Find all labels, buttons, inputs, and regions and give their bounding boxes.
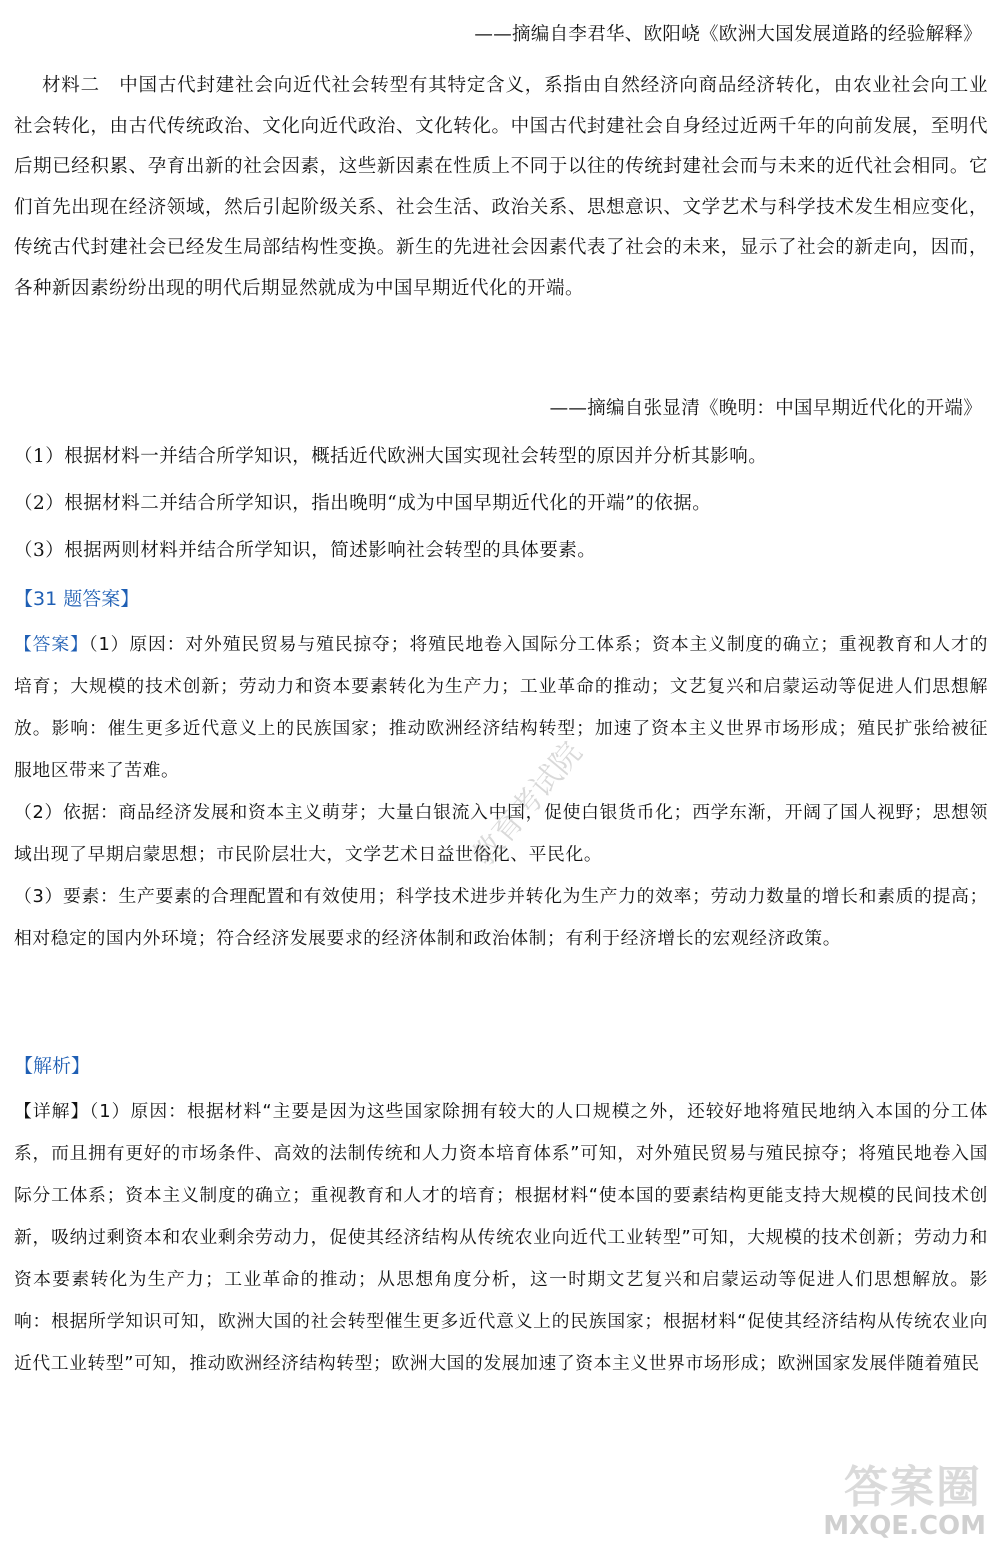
watermark-text: 教育考试院 xyxy=(466,735,590,873)
material2-text: 中国古代封建社会向近代社会转型有其特定含义，系指由自然经济向商品经济转化，由农业社会向工业社会转化，由古代传统政治、文化向近代政治、文化转化。中国古代封建社会自身经过近两千年的向前发展，至明代后期已经积累、孕育出新的社会因素，这些新因素在性质上不同于以往的传统封建社会而与未来的近代社会相同。它们首先出现在经济领域，然后引起阶级关系、社会生活、政治关系、思想意识、文学艺术与科学技术发生相应变化，传统古代封建社会已经发生局部结构性变换。新生的先进社会因素代表了社会的未来，显示了社会的新走向，因而，各种新因素纷纷出现的明代后期显然就成为中国早期近代化的开端。 xyxy=(14,75,988,299)
answer-part3: （3）要素：生产要素的合理配置和有效使用；科学技术进步并转化为生产力的效率；劳动力数量的增长和素质的提高；相对稳定的国内外环境；符合经济发展要求的经济体制和政治体制；有利于经济增长的宏观经济政策。 xyxy=(14,886,988,949)
answer-tag: 【答案】 xyxy=(14,634,89,655)
detail-block xyxy=(14,1091,988,1385)
detail-text: （1）原因：根据材料“主要是因为这些国家除拥有较大的人口规模之外，还较好地将殖民地纳入本国的分工体系，而且拥有更好的市场条件、高效的法制传统和人力资本培育体系”可知，对外殖民贸易与殖民掠夺；将殖民地卷入国际分工体系；资本主义制度的确立；重视教育和人才的培育；根据材料“使本国的要素结构更能支持大规模的民间技术创新，吸纳过剩资本和农业剩余劳动力，促使其经济结构从传统农业向近代工业转型”可知，大规模的技术创新；劳动力和资本要素转化为生产力；工业革命的推动；从思想角度分析，这一时期文艺复兴和启蒙运动等促进人们思想解放。影响：根据所学知识可知，欧洲大国的社会转型催生更多近代意义上的民族国家；根据材料“促使其经济结构从传统农业向近代工业转型”可知，推动欧洲经济结构转型；欧洲大国的发展加速了资本主义世界市场形成；欧洲国家发展伴随着殖民 xyxy=(14,1101,989,1374)
material2-block xyxy=(14,66,988,309)
material1-source: ——摘编自李君华、欧阳峣《欧洲大国发展道路的经验解释》 xyxy=(474,24,982,45)
analysis-heading: 【解析】 xyxy=(14,1055,91,1077)
material2-source: ——摘编自张显清《晚明：中国早期近代化的开端》 xyxy=(549,398,982,419)
logo-mark: 答案圈 xyxy=(844,1462,982,1513)
question-3: （3）根据两则材料并结合所学知识，简述影响社会转型的具体要素。 xyxy=(14,540,597,561)
material2-paragraph xyxy=(14,66,988,309)
detail-paragraph xyxy=(14,1091,988,1385)
answer-heading: 【31 题答案】 xyxy=(14,588,140,610)
material2-label: 材料二 xyxy=(42,75,100,96)
question-1: （1）根据材料一并结合所学知识，概括近代欧洲大国实现社会转型的原因并分析其影响。 xyxy=(14,446,768,467)
answer-part1: 【答案】（1）原因：对外殖民贸易与殖民掠夺；将殖民地卷入国际分工体系；资本主义制度的确立；重视教育和人才的培育；大规模的技术创新；劳动力和资本要素转化为生产力；工业革命的推动；文艺复兴和启蒙运动等促进人们思想解放。影响：催生更多近代意义上的民族国家；推动欧洲经济结构转型；加速了资本主义世界市场形成；殖民扩张给被征服地区带来了苦难。 xyxy=(14,634,988,781)
answer-block xyxy=(14,624,988,960)
answer-part2: （2）依据：商品经济发展和资本主义萌芽；大量白银流入中国，促使白银货币化；西学东渐，开阔了国人视野；思想领域出现了早期启蒙思想；市民阶层壮大，文学艺术日益世俗化、平民化。 xyxy=(14,802,988,865)
question-2: （2）根据材料二并结合所学知识，指出晚明“成为中国早期近代化的开端”的依据。 xyxy=(14,493,712,514)
logo-url: MXQE.COM xyxy=(823,1511,986,1541)
detail-tag: 【详解】 xyxy=(14,1101,90,1122)
site-logo xyxy=(802,1451,992,1547)
